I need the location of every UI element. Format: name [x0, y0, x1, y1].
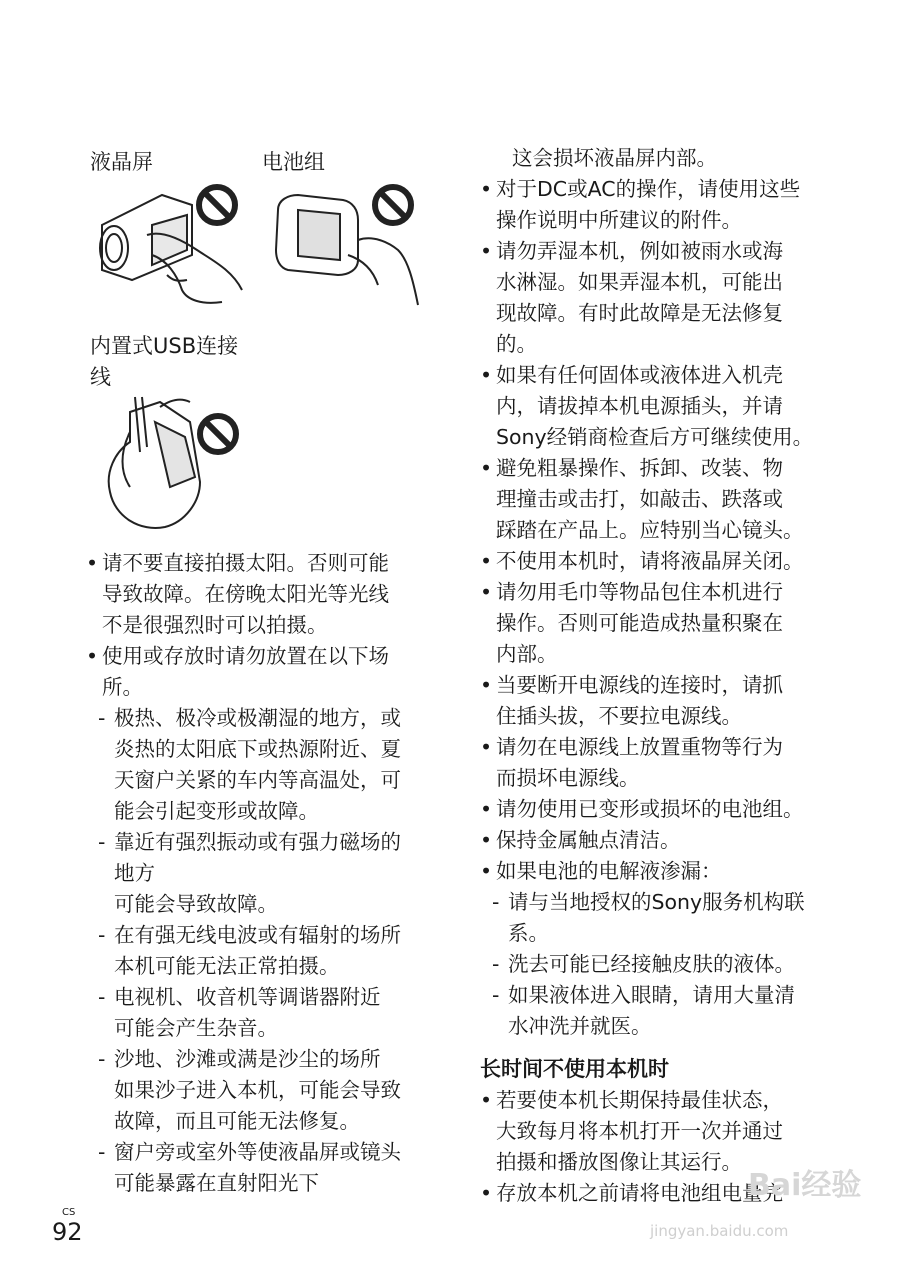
usb-label-line1: 内置式USB连接	[90, 334, 239, 358]
text-line: 内，请拔掉本机电源插头，并请	[496, 394, 783, 418]
bullet-damaged-battery	[480, 794, 840, 825]
sub-window	[86, 1137, 436, 1199]
sub-sand	[86, 1044, 436, 1137]
text-line: • 使用或存放时请勿放置在以下场	[102, 644, 389, 668]
watermark-url: jingyan.baidu.com	[650, 1222, 789, 1240]
text-line: 导致故障。在傍晚太阳光等光线	[102, 582, 389, 606]
bullet-cord-weight	[480, 732, 840, 794]
sub-heat	[86, 703, 436, 827]
watermark-brand: Bai经验	[748, 1168, 862, 1203]
text-line: • 若要使本机长期保持最佳状态，	[496, 1088, 783, 1112]
text-line: - 请与当地授权的Sony服务机构联	[508, 890, 805, 914]
text-line: • 当要断开电源线的连接时，请抓	[496, 673, 783, 697]
text-line: • 避免粗暴操作、拆卸、改装、物	[496, 456, 783, 480]
text-line: • 存放本机之前请将电池组电量完	[496, 1181, 783, 1205]
text-line: 住插头拔，不要拉电源线。	[496, 704, 742, 728]
sub-contact-service	[480, 887, 840, 949]
left-column	[86, 548, 436, 1199]
text-line: - 靠近有强烈振动或有强力磁场的	[114, 830, 401, 854]
bullet-close-lcd	[480, 546, 840, 577]
text-line: 水冲洗并就医。	[508, 1014, 652, 1038]
usb-illustration	[100, 392, 250, 537]
text-line: - 极热、极冷或极潮湿的地方，或	[114, 706, 401, 730]
sub-tuner	[86, 982, 436, 1044]
text-line: 可能会产生杂音。	[114, 1016, 278, 1040]
bullet-leak	[480, 856, 840, 887]
text-line: 系。	[508, 921, 549, 945]
text-line: 操作说明中所建议的附件。	[496, 208, 742, 232]
text-line: - 电视机、收音机等调谐器附近	[114, 985, 381, 1009]
bullet-sun	[86, 548, 436, 641]
prohibited-icon	[200, 416, 236, 452]
text-line: 本机可能无法正常拍摄。	[114, 954, 340, 978]
section-heading: 长时间不使用本机时	[480, 1057, 669, 1081]
text-line: • 请勿使用已变形或损坏的电池组。	[496, 797, 804, 821]
text-line: 的。	[496, 332, 537, 356]
text-line: - 在有强无线电波或有辐射的场所	[114, 923, 401, 947]
bullet-rough	[480, 453, 840, 546]
sub-eyes	[480, 980, 840, 1042]
text-line: • 请勿在电源线上放置重物等行为	[496, 735, 783, 759]
text-line: 大致每月将本机打开一次并通过	[496, 1119, 783, 1143]
text-line: 可能暴露在直射阳光下	[114, 1171, 319, 1195]
text-line: - 洗去可能已经接触皮肤的液体。	[508, 952, 795, 976]
text-line: 天窗户关紧的车内等高温处，可	[114, 768, 401, 792]
text-line: • 不使用本机时，请将液晶屏关闭。	[496, 549, 804, 573]
text-line: • 对于DC或AC的操作，请使用这些	[496, 177, 801, 201]
text-line: 可能会导致故障。	[114, 892, 278, 916]
lcd-label: 液晶屏	[90, 150, 153, 174]
text-line: 而损坏电源线。	[496, 766, 640, 790]
text-line: Sony经销商检查后方可继续使用。	[496, 425, 814, 449]
text-line: • 请勿用毛巾等物品包住本机进行	[496, 580, 783, 604]
battery-label: 电池组	[262, 150, 325, 174]
text-line: • 如果电池的电解液渗漏：	[496, 859, 722, 883]
bullet-clean-contacts	[480, 825, 840, 856]
text-line: 能会引起变形或故障。	[114, 799, 319, 823]
text-line: • 请不要直接拍摄太阳。否则可能	[102, 551, 389, 575]
right-column	[480, 143, 840, 1209]
language-code: CS	[62, 1207, 76, 1218]
bullet-solid-liquid	[480, 360, 840, 453]
page-number: 92	[52, 1218, 83, 1246]
text-line: 所。	[102, 675, 143, 699]
bullet-dc-ac	[480, 174, 840, 236]
battery-illustration	[268, 180, 428, 310]
bullet-wet	[480, 236, 840, 360]
text-line: 操作。否则可能造成热量积聚在	[496, 611, 783, 635]
text-line: 水淋湿。如果弄湿本机，可能出	[496, 270, 783, 294]
prohibited-icon	[375, 187, 411, 223]
text-line: 故障，而且可能无法修复。	[114, 1109, 360, 1133]
text-line: 如果沙子进入本机，可能会导致	[114, 1078, 401, 1102]
bullet-storage	[86, 641, 436, 703]
text-line: 不是很强烈时可以拍摄。	[102, 613, 328, 637]
text-line: • 请勿弄湿本机，例如被雨水或海	[496, 239, 783, 263]
bullet-unplug	[480, 670, 840, 732]
text-line: • 保持金属触点清洁。	[496, 828, 681, 852]
continued-text: 这会损坏液晶屏内部。	[512, 146, 717, 170]
sub-vibration	[86, 827, 436, 920]
text-line: 拍摄和播放图像让其运行。	[496, 1150, 742, 1174]
prohibited-icon	[199, 187, 235, 223]
text-line: • 如果有任何固体或液体进入机壳	[496, 363, 783, 387]
sub-wash-skin	[480, 949, 840, 980]
text-line: 理撞击或击打，如敲击、跌落或	[496, 487, 783, 511]
sub-radio	[86, 920, 436, 982]
text-line: - 如果液体进入眼睛，请用大量清	[508, 983, 795, 1007]
text-line: 内部。	[496, 642, 558, 666]
text-line: 炎热的太阳底下或热源附近、夏	[114, 737, 401, 761]
text-line: 现故障。有时此故障是无法修复	[496, 301, 783, 325]
text-line: 踩踏在产品上。应特别当心镜头。	[496, 518, 804, 542]
text-line: - 沙地、沙滩或满是沙尘的场所	[114, 1047, 381, 1071]
lcd-illustration	[92, 180, 252, 310]
bullet-towel	[480, 577, 840, 670]
usb-label-line2: 线	[90, 365, 111, 389]
text-line: 地方	[114, 861, 155, 885]
text-line: - 窗户旁或室外等使液晶屏或镜头	[114, 1140, 401, 1164]
